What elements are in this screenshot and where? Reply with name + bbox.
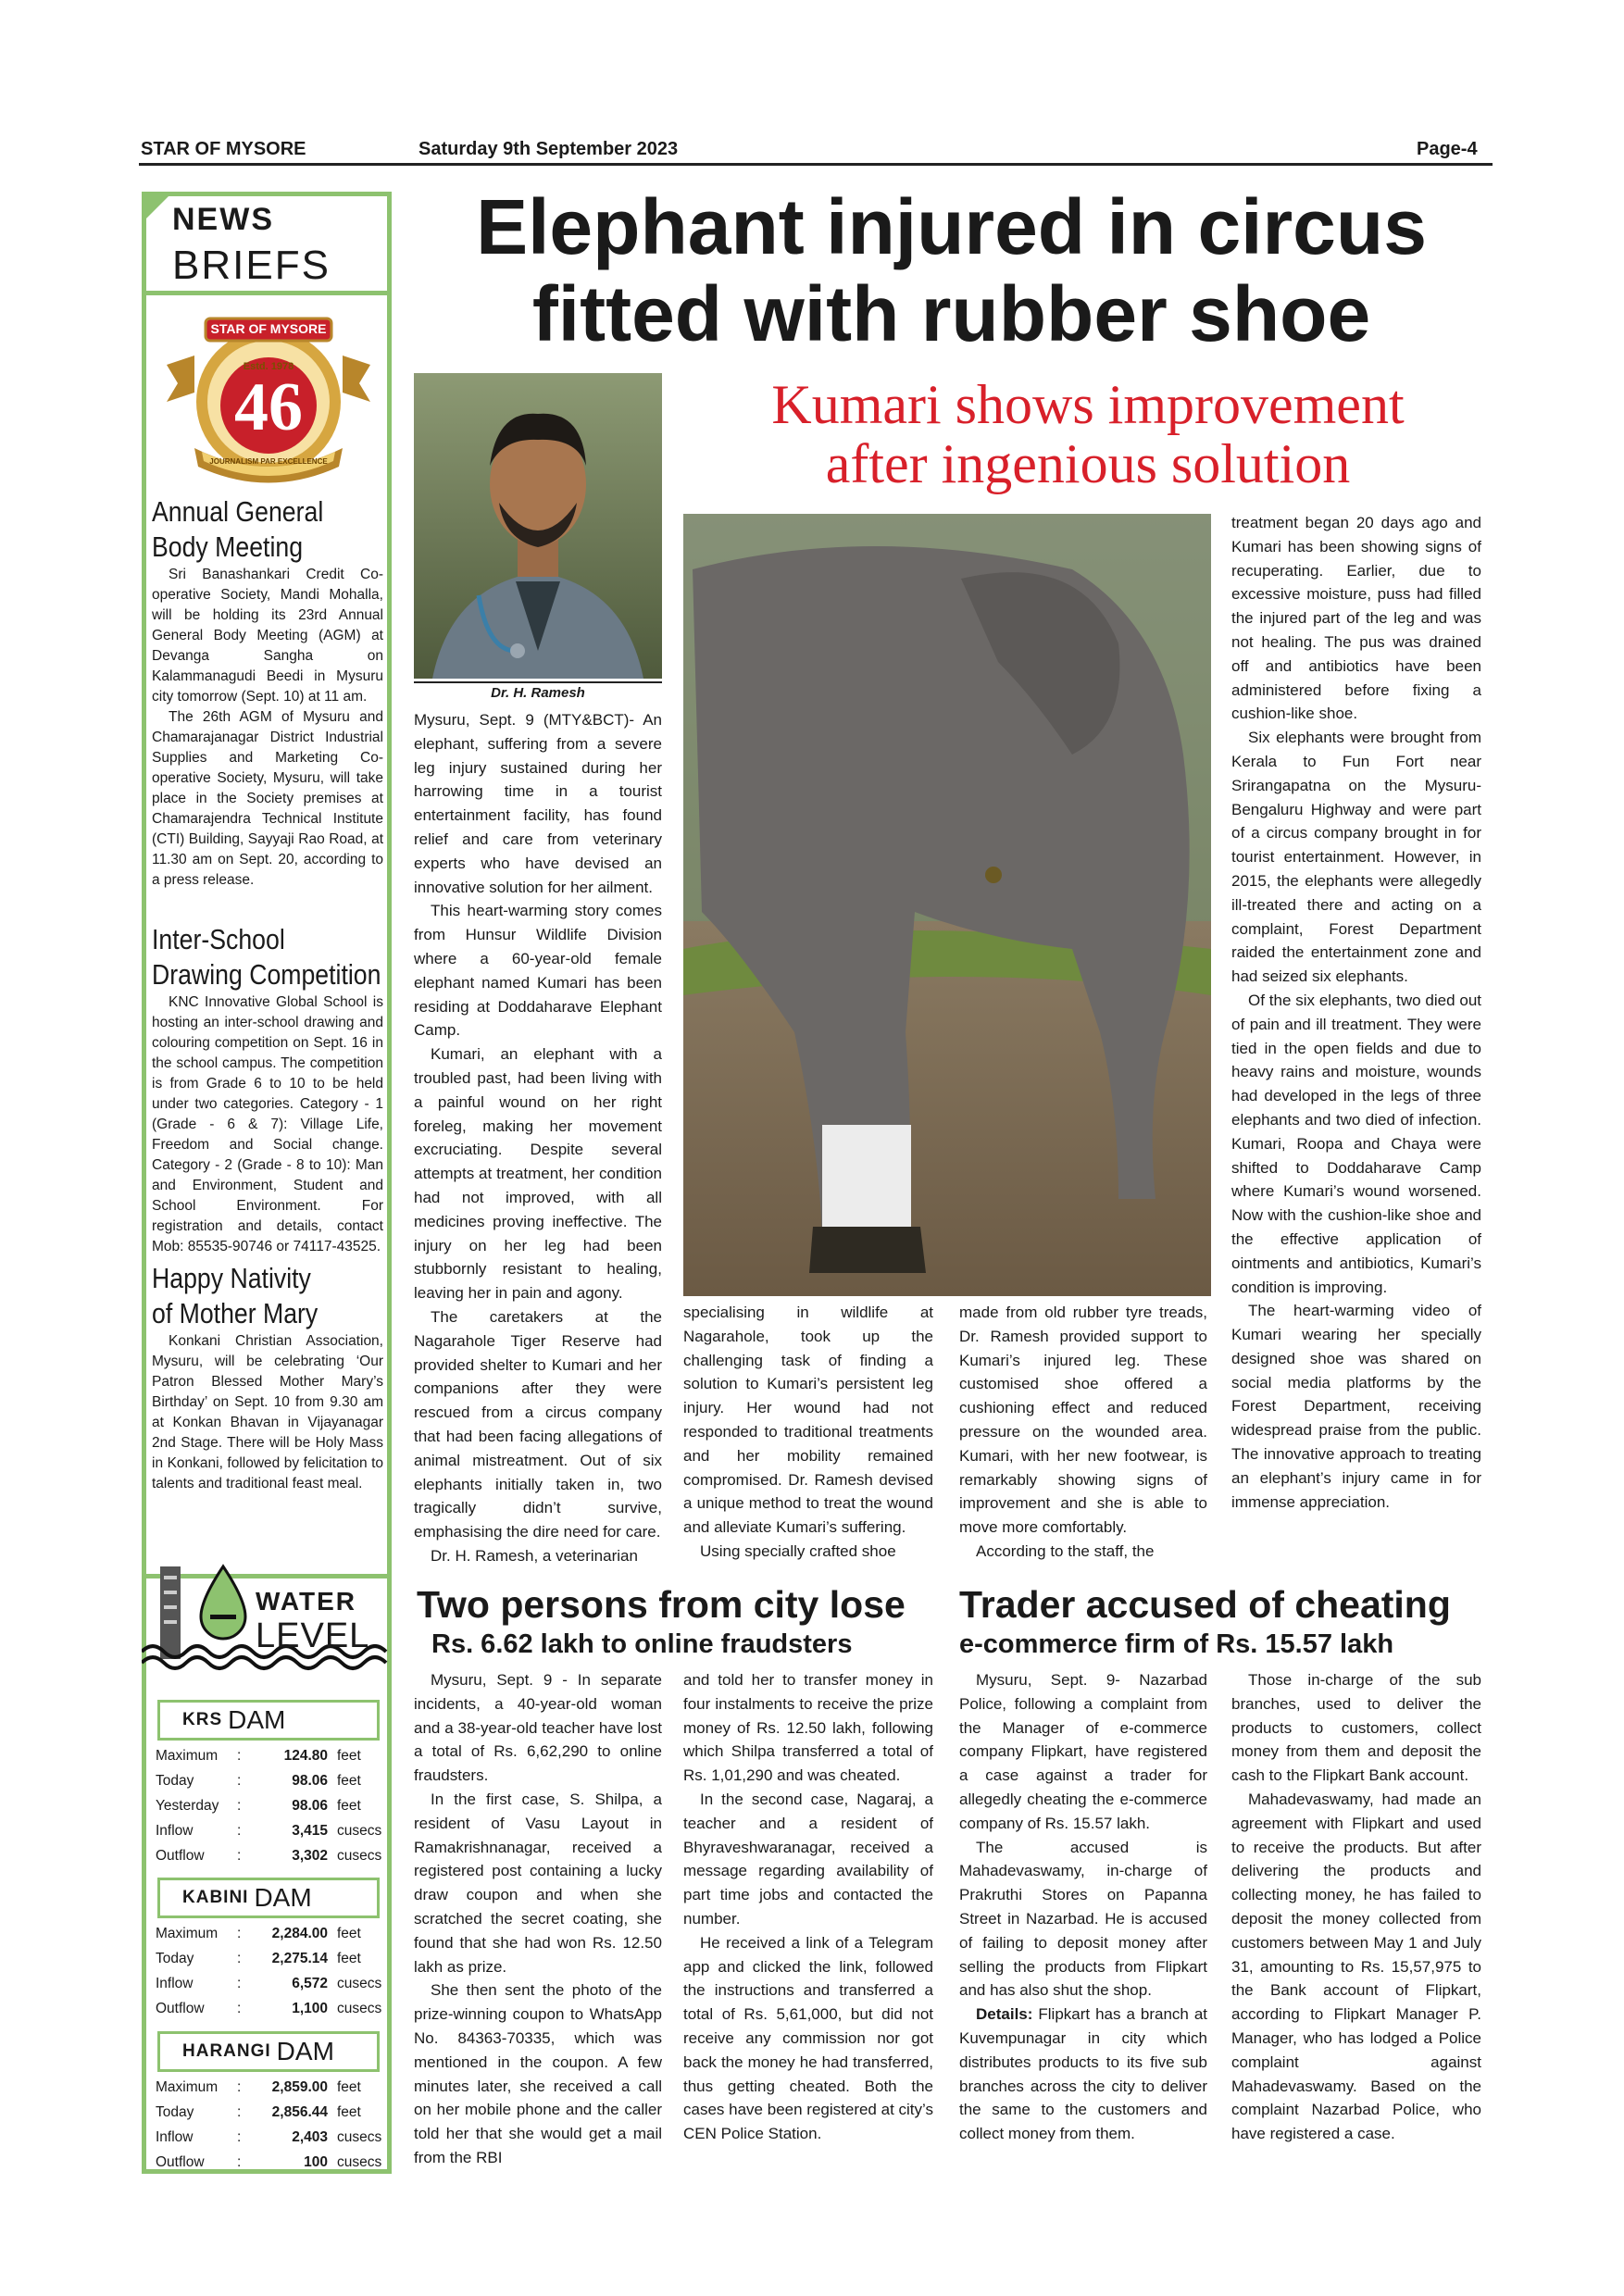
lead-subheadline: Kumari shows improvement after ingenious solution [771,374,1405,494]
water-row: Inflow : 2,403 cusecs [156,2129,382,2145]
water-row: Maximum : 2,284.00 feet [156,1926,361,1941]
water-row: Outflow : 1,100 cusecs [156,2001,382,2016]
anniversary-logo [157,309,380,494]
dam-label-harangi: HARANGI DAM [157,2031,380,2072]
brief-heading: Happy Nativity of Mother Mary [152,1262,319,1329]
lead-column-1: Mysuru, Sept. 9 (MTY&BCT)- An elephant, suffering from a severe leg injury sustained during her harrowing time in a tourist entertainment facility, has found relief and care from veterinary experts who have devised an innovative solution for her ailment. This heart-warming story comes from Hunsur Wildlife Division where a 60-year-old female elephant named Kumari has been residing at Doddaharave Elephant Camp. Kumari, an elephant with a troubled past, had been living with a painful wound on her right foreleg, making her movement excruciating. Despite several attempts at treatment, her condition had not improved, with all medicines proving ineffective. The injury on her leg had been stubbornly resistant to healing, leaving her in pain and agony. The caretakers at the Nagarahole Tiger Reserve had provided shelter to Kumari and her companions after they were rescued from a circus company that had been facing allegations of animal mistreatment. Out of six elephants initially taken in, two tragically didn’t survive, emphasising the dire need for care. Dr. H. Ramesh, a veterinarian [414,711,662,1565]
story3-headline: Trader accused of cheating [959,1583,1451,1626]
water-row: Inflow : 3,415 cusecs [156,1823,382,1839]
dam-label-kabini: KABINI DAM [157,1878,380,1918]
water-row: Inflow : 6,572 cusecs [156,1976,382,1991]
page-number: Page-4 [1417,139,1478,159]
news-briefs-title-line2: BRIEFS [172,243,331,288]
logo-estd: Estd. 1978 [243,361,294,372]
paper-name: STAR OF MYSORE [141,139,306,159]
water-row: Today : 98.06 feet [156,1773,361,1789]
details-label: Details: [976,2005,1033,2024]
brief-body: KNC Innovative Global School is hosting an inter-school drawing and colouring competition on Sept. 16 in the school campus. The competition is from Grade 6 to 10 to be held under two categories. Category - 1 (Grade - 6 & 7): Village Life, Freedom and Social change. Category - 2 (Grade - 8 to 10): Man and Environment, Student and School Environment. For registration and details, contact Mob: 85535-90746 or 74117-43525. [152,994,383,1254]
photo-caption: Dr. H. Ramesh [491,685,585,701]
logo-number: 46 [234,369,303,445]
story2-column-1: Mysuru, Sept. 9 - In separate incidents, a 40-year-old woman and a 38-year-old teacher have lost a total of Rs. 6,62,290 to online fraudsters. In the first case, S. Shilpa, a resident of Vasu Layout in Ramakrishnanagar, received a registered post containing a lucky draw coupon and when she scratched the secret coating, she found that she had won Rs. 12.50 lakh as prize. She then sent the photo of the prize-winning coupon to WhatsApp No. 84363-70335, which was mentioned in the coupon. A few minutes later, she received a call on her mobile phone and the caller told her that she would get a mail from the RBI [414,1671,662,2166]
brief-drawing-competition [152,922,383,1257]
brief-nativity [152,1261,383,1494]
water-level-title-line2: LEVEL [256,1616,370,1655]
brief-heading: Annual General Body Meeting [152,495,324,563]
lead-column-3: made from old rubber tyre treads, Dr. Ramesh provided support to Kumari’s injured leg. These customised shoe offered a cushioning effect and reduced pressure on the wounded area. Kumari, with her new footwear, is remarkably showing signs of improvement and she is able to move more comfortably. According to the staff, the [959,1304,1207,1560]
logo-ribbon: JOURNALISM PAR EXCELLENCE [209,457,328,466]
brief-annual-general-meeting [152,494,383,891]
lead-headline: Elephant injured in circus fitted with rubber shoe [476,183,1427,357]
water-row: Today : 2,275.14 feet [156,1951,361,1966]
story2-headline: Two persons from city lose [417,1583,906,1626]
elephant-photo [683,514,1211,1296]
masthead-rule [139,163,1493,166]
news-briefs-title-line1: NEWS [172,202,274,237]
water-row: Outflow : 3,302 cusecs [156,1848,382,1864]
water-row: Outflow : 100 cusecs [156,2154,382,2170]
story3-column-1: Mysuru, Sept. 9- Nazarbad Police, following a complaint from the Manager of e-commerce company Flipkart, have registered a case against a trader for allegedly cheating the e-commerce company of Rs. 15.57 lakh. The accused is Mahadevaswamy, in-charge of Prakruthi Stores on Papanna Street in Nazarbad. He is accused of failing to deposit money after selling the products from Flipkart and has also shut the shop. Details: Flipkart has a branch at Kuvempunagar in city which distributes products to its five sub branches across the city to deliver the same to the customers and collect money from them. [959,1671,1207,2143]
brief-body: Konkani Christian Association, Mysuru, will be celebrating ‘Our Patron Blessed Mother Mary’s Birthday’ on Sept. 10 from 9.30 am at Konkan Bhavan in Vijayanagar 2nd Stage. There will be Holy Mass in Konkani, followed by felicitation to talents and traditional feast meal. [152,1333,383,1491]
water-row: Yesterday : 98.06 feet [156,1798,361,1814]
brief-body: Sri Banashankari Credit Co-operative Society, Mandi Mohalla, will be holding its 23rd Annual General Body Meeting (AGM) at Devanga Sangha on Kalammanagudi Beedi in Mysuru city tomorrow (Sept. 10) at 11 am. The 26th AGM of Mysuru and Chamarajanagar District Industrial Supplies and Marketing Co-operative Society, Mysuru, will take place in the Society premises at Chamarajendra Technical Institute (CTI) Building, Sayyaji Rao Road, at 11.30 am on Sept. 20, according to a press release. [152,567,383,888]
lead-column-2: specialising in wildlife at Nagarahole, took up the challenging task of finding a solution to Kumari’s persistent leg injury. Her wound had not responded to traditional treatments and her mobility remained compromised. Dr. Ramesh devised a unique method to treat the wound and alleviate Kumari’s suffering. Using specially crafted shoe [683,1304,933,1560]
water-row: Today : 2,856.44 feet [156,2104,361,2120]
brief-heading: Inter-School Drawing Competition [152,923,381,991]
logo-paper-name: STAR OF MYSORE [210,321,327,336]
water-row: Maximum : 124.80 feet [156,1748,361,1764]
water-row: Maximum : 2,859.00 feet [156,2079,361,2095]
story2-column-2: and told her to transfer money in four instalments to receive the prize money of Rs. 12.50 lakh, following which Shilpa transferred a total of Rs. 1,01,290 and was cheated. In the second case, Nagaraj, a teacher and a resident of Bhyraveshwaranagar, received a message regarding availability of part time jobs and contacted the number. He received a link of a Telegram app and clicked the link, followed the instructions and transferred a total of Rs. 5,61,000, but did not receive any commission nor got back the money he had transferred, thus getting cheated. Both the cases have been registered at city’s CEN Police Station. [683,1671,933,2143]
doctor-photo [414,373,662,679]
story2-subheadline: Rs. 6.62 lakh to online fraudsters [431,1629,853,1659]
lead-column-4: treatment began 20 days ago and Kumari has been showing signs of recuperating. Earlier, due to excessive moisture, puss had filled the injured part of the leg and was not healing. The pus was drained off and antibiotics have been administered before fixing a cushion-like shoe. Six elephants were brought from Kerala to Fun Fort near Srirangapatna on the Mysuru-Bengaluru Highway and were part of a circus company brought in for tourist entertainment. However, in 2015, the elephants were allegedly ill-treated there and acting on a complaint, Forest Department raided the entertainment zone and had seized six elephants. Of the six elephants, two died out of pain and ill treatment. They were tied in the open fields and due to heavy rains and moisture, wounds had developed in the legs of three elephants and two died of infection. Kumari, Roopa and Chaya were shifted to Doddaharave Camp where Kumari’s wound worsened. Now with the cushion-like shoe and the effective application of ointments and antibiotics, Kumari’s condition is improving. The heart-warming video of Kumari wearing her specially designed shoe was shared on social media platforms by the Forest Department, receiving widespread praise from the public. The innovative approach to treating an elephant’s injury came in for immense appreciation. [1231,514,1481,1511]
caption-rule [414,681,662,683]
story3-column-2: Those in-charge of the sub branches, used to deliver the products to customers, collect money from them and deposit the cash to the Flipkart Bank account. Mahadevaswamy, had made an agreement with Flipkart and used to receive the products. But after delivering the products and collecting money, he has failed to deposit the money collected from customers between May 1 and July 31, amounting to Rs. 15,57,975 to the Bank account of Flipkart, according to Flipkart Manager P. Manager, who has lodged a Police complaint against Mahadevaswamy. Based on the complaint Nazarbad Police, who have registered a case. [1231,1671,1481,2143]
water-level-title-line1: WATER [256,1587,357,1616]
dam-label-krs: KRS DAM [157,1700,380,1741]
issue-date: Saturday 9th September 2023 [418,139,679,159]
story3-subheadline: e-commerce firm of Rs. 15.57 lakh [959,1629,1394,1659]
